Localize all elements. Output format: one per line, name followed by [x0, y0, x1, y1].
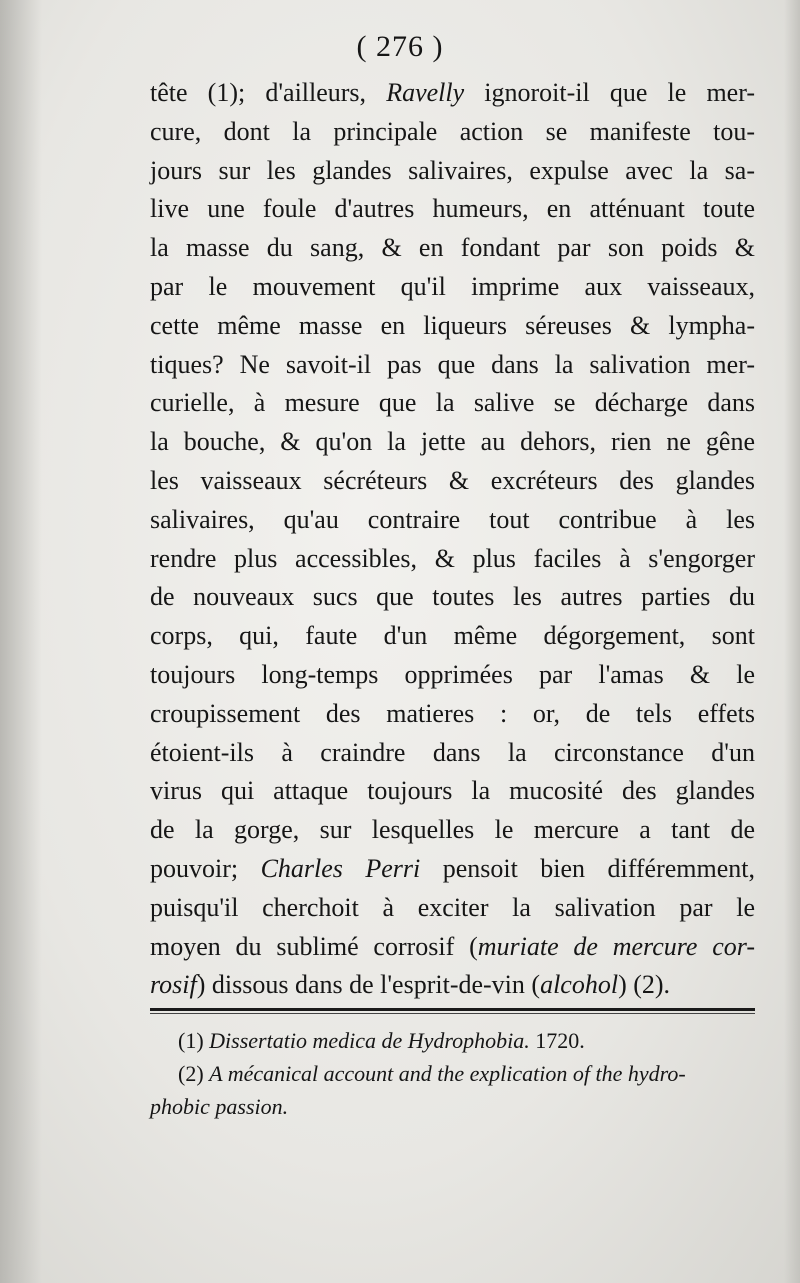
text-line-21: pouvoir; Charles Perri pensoit bien différemment,	[150, 853, 755, 883]
text-line-3: jours sur les glandes salivaires, expulse avec la sa-	[150, 155, 755, 185]
text-line-23: moyen du sublimé corrosif (muriate de mercure cor-	[150, 931, 755, 961]
text-line-4: live une foule d'autres humeurs, en atténuant toute	[150, 194, 755, 224]
text-line-5: la masse du sang, & en fondant par son poids &	[150, 233, 755, 263]
footnote-2-continued: phobic passion.	[150, 1094, 289, 1119]
text-line-1: tête (1); d'ailleurs, Ravelly ignoroit-il que le mer-	[150, 78, 755, 107]
footnote-1: (1) Dissertatio medica de Hydrophobia. 1720.	[178, 1028, 585, 1053]
text-line-11: les vaisseaux sécréteurs & excréteurs des glandes	[150, 465, 755, 495]
text-line-19: virus qui attaque toujours la mucosité des glandes	[150, 776, 755, 806]
footnote-rule	[150, 1008, 755, 1011]
text-line-8: tiques? Ne savoit-il pas que dans la salivation mer-	[150, 349, 755, 379]
footnote-rule-thin	[150, 1013, 755, 1014]
text-line-16: toujours long-temps opprimées par l'amas & le	[150, 659, 755, 689]
text-line-18: étoient-ils à craindre dans la circonstance d'un	[150, 737, 755, 767]
binding-shadow	[0, 0, 42, 1283]
text-line-20: de la gorge, sur lesquelles le mercure a tant de	[150, 815, 755, 845]
text-line-22: puisqu'il cherchoit à exciter la salivation par le	[150, 892, 755, 922]
text-line-2: cure, dont la principale action se manifeste tou-	[150, 116, 755, 146]
text-line-10: la bouche, & qu'on la jette au dehors, rien ne gêne	[150, 427, 755, 457]
text-line-9: curielle, à mesure que la salive se décharge dans	[150, 388, 755, 418]
text-line-17: croupissement des matieres : or, de tels effets	[150, 698, 755, 728]
main-text	[150, 74, 755, 1005]
footnote-2: (2) A mécanical account and the explication of the hydro-	[178, 1061, 686, 1086]
text-line-6: par le mouvement qu'il imprime aux vaisseaux,	[150, 271, 755, 301]
page-number: ( 276 )	[356, 30, 444, 63]
edge-shadow	[784, 0, 800, 1283]
text-line-12: salivaires, qu'au contraire tout contribue à les	[150, 504, 755, 534]
text-line-24: rosif) dissous dans de l'esprit-de-vin (alcohol) (2).	[150, 970, 671, 1000]
text-line-15: corps, qui, faute d'un même dégorgement, sont	[150, 621, 755, 651]
text-line-7: cette même masse en liqueurs séreuses & lympha-	[150, 310, 755, 340]
text-line-14: de nouveaux sucs que toutes les autres parties du	[150, 582, 755, 612]
footnotes	[150, 1024, 760, 1123]
text-line-13: rendre plus accessibles, & plus faciles à s'engorger	[150, 543, 755, 573]
